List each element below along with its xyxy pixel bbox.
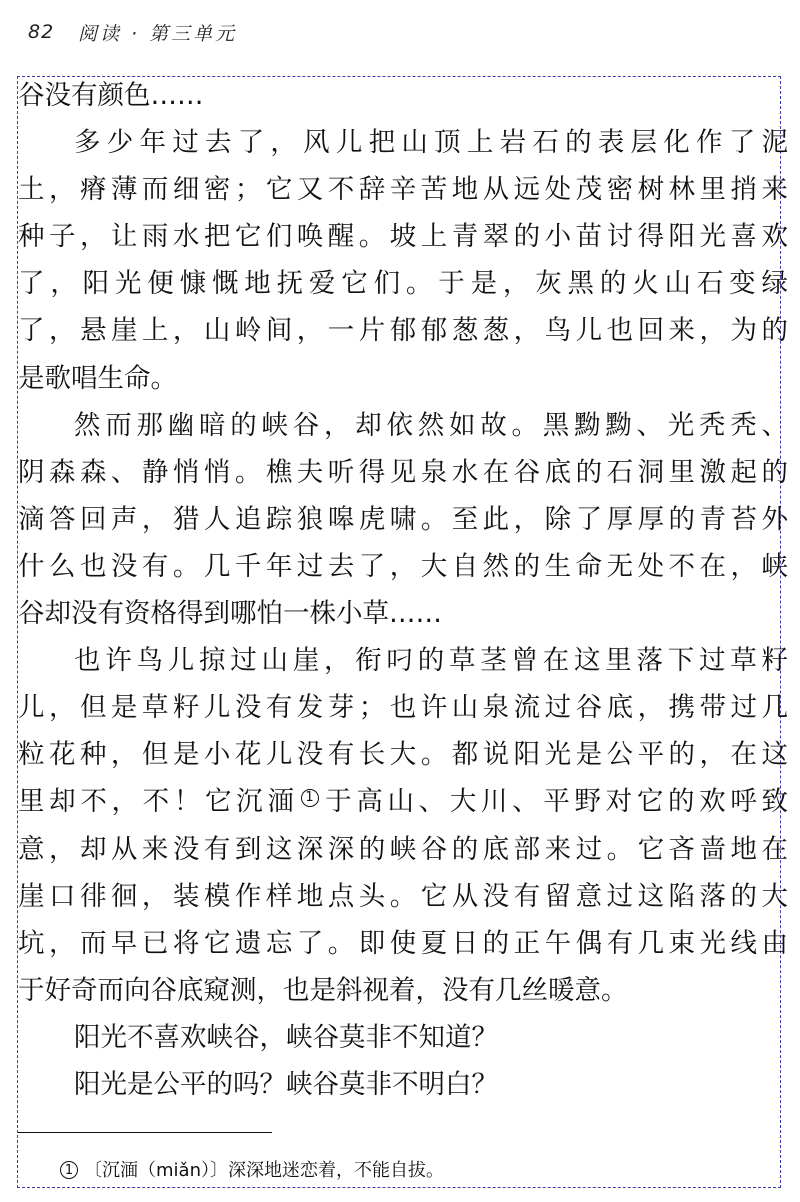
text-line bbox=[18, 72, 788, 119]
text-line bbox=[18, 449, 788, 496]
line-text: 了，阳光便慷慨地抚爱它们。于是，灰黑的火山石变绿 bbox=[18, 268, 788, 300]
line-text: 什么也没有。几千年过去了，大自然的生命无处不在，峡 bbox=[18, 550, 788, 582]
line-text: 粒花种，但是小花儿没有长大。都说阳光是公平的，在这 bbox=[18, 739, 788, 771]
text-line bbox=[18, 307, 788, 354]
line-text: 崖口徘徊，装模作样地点头。它从没有留意过这陷落的大 bbox=[18, 880, 788, 912]
body-text bbox=[18, 72, 788, 1108]
running-head bbox=[28, 14, 237, 50]
text-line bbox=[18, 920, 788, 967]
line-text: 种子，让雨水把它们唤醒。坡上青翠的小苗讨得阳光喜欢 bbox=[18, 221, 788, 253]
line-text: 了，悬崖上，山岭间，一片郁郁葱葱，鸟儿也回来，为的 bbox=[18, 315, 788, 347]
footnote-marker: 1 bbox=[301, 789, 319, 807]
line-text: 谷没有颜色…… bbox=[18, 80, 204, 111]
footnote bbox=[60, 1156, 444, 1182]
line-text: 谷却没有资格得到哪怕一株小草…… bbox=[18, 598, 442, 630]
text-line bbox=[18, 684, 788, 731]
line-text: 意，却从来没有到这深深的峡谷的底部来过。它吝啬地在 bbox=[18, 833, 788, 865]
text-line bbox=[18, 873, 788, 920]
line-text: 也许鸟儿掠过山崖，衔叼的草茎曾在这里落下过草籽 bbox=[74, 645, 788, 677]
text-line bbox=[18, 166, 788, 213]
text-line bbox=[18, 826, 788, 873]
line-text: 里却不，不！它沉湎 bbox=[18, 786, 299, 818]
line-text: 是歌唱生命。 bbox=[18, 362, 177, 394]
text-line bbox=[18, 355, 788, 402]
text-line bbox=[18, 778, 788, 825]
line-text: 坑，而早已将它遗忘了。即使夏日的正午偶有几束光线由 bbox=[18, 927, 788, 959]
footnote-rule bbox=[18, 1132, 272, 1133]
text-line bbox=[18, 260, 788, 307]
line-text: 土，瘠薄而细密；它又不辞辛苦地从远处茂密树林里捎来 bbox=[18, 174, 788, 206]
text-line bbox=[18, 213, 788, 260]
line-text: 阳光是公平的吗？峡谷莫非不明白？ bbox=[74, 1068, 498, 1100]
page-number: 82 bbox=[28, 21, 55, 43]
footnote-text: 〔沉湎（miǎn）〕深深地迷恋着，不能自拔。 bbox=[84, 1160, 444, 1181]
text-line bbox=[18, 967, 788, 1014]
line-text: 多少年过去了，风儿把山顶上岩石的表层化作了泥 bbox=[74, 127, 788, 159]
line-text: 阴森森、静悄悄。樵夫听得见泉水在谷底的石洞里激起的 bbox=[18, 456, 788, 488]
text-line bbox=[18, 543, 788, 590]
section-title: 阅读 · 第三单元 bbox=[78, 22, 238, 45]
line-text: 阳光不喜欢峡谷，峡谷莫非不知道？ bbox=[74, 1021, 498, 1053]
line-text: 儿，但是草籽儿没有发芽；也许山泉流过谷底，携带过几 bbox=[18, 692, 788, 724]
text-line bbox=[18, 119, 788, 166]
text-line bbox=[18, 731, 788, 778]
line-text: 滴答回声，猎人追踪狼嗥虎啸。至此，除了厚厚的青苔外 bbox=[18, 503, 788, 535]
text-line bbox=[18, 402, 788, 449]
text-line bbox=[18, 496, 788, 543]
text-line bbox=[18, 590, 788, 637]
footnote-number: 1 bbox=[60, 1161, 78, 1179]
line-text-tail: 于高山、大川、平野对它的欢呼致 bbox=[320, 786, 788, 818]
line-text: 于好奇而向谷底窥测，也是斜视着，没有几丝暖意。 bbox=[18, 974, 628, 1006]
text-line bbox=[18, 637, 788, 684]
text-line bbox=[18, 1061, 788, 1108]
text-line bbox=[18, 1014, 788, 1061]
line-text: 然而那幽暗的峡谷，却依然如故。黑黝黝、光秃秃、 bbox=[74, 409, 788, 441]
